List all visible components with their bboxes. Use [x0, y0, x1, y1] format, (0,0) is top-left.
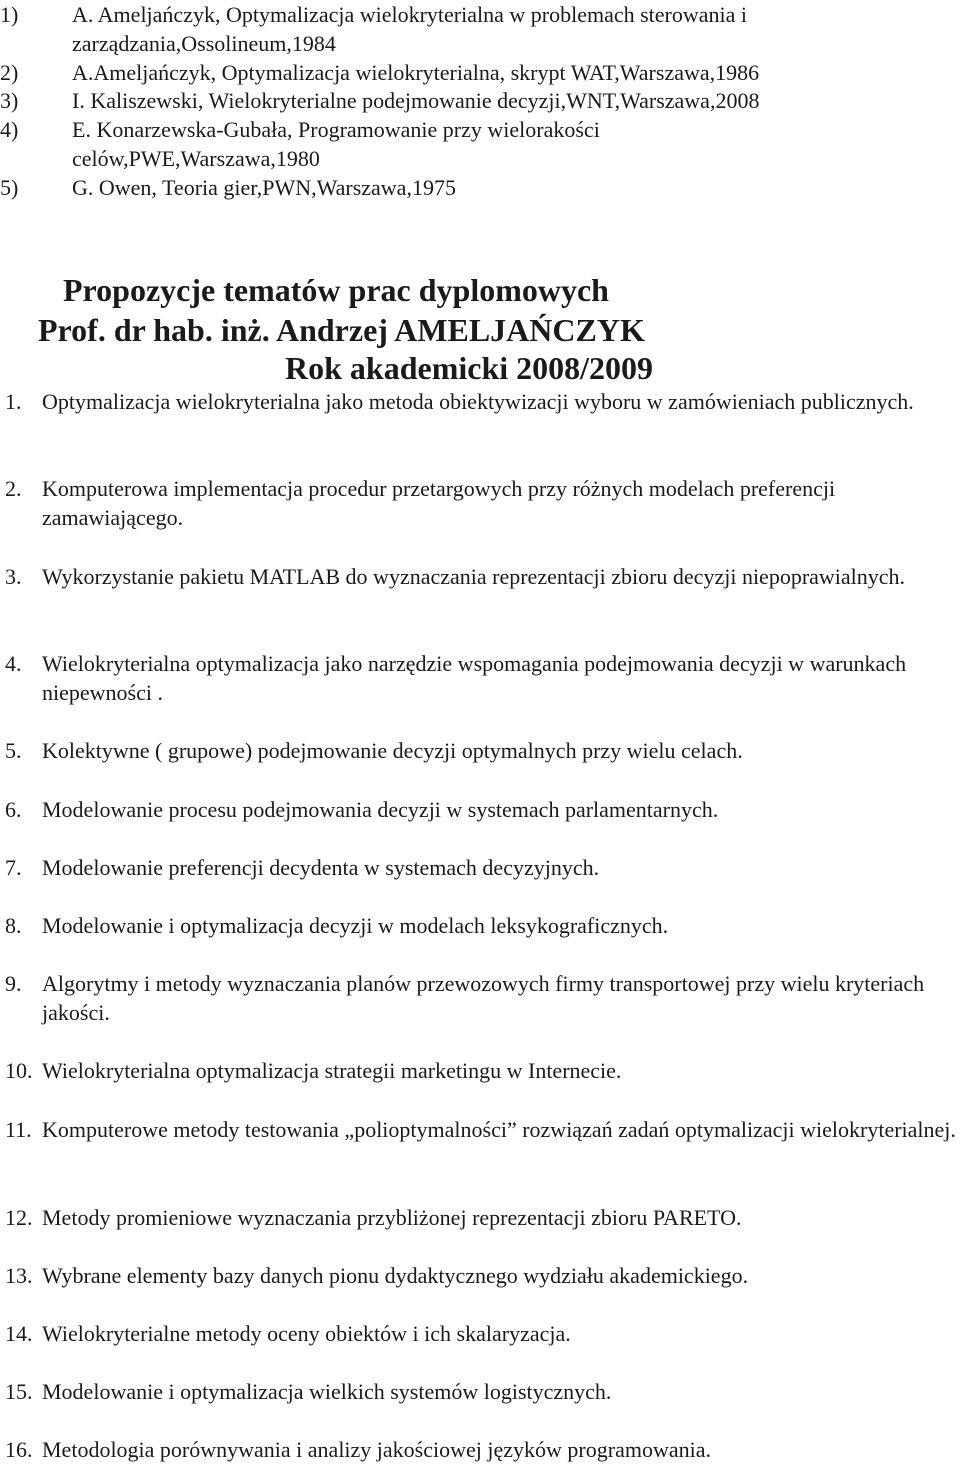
list-item [5, 1056, 960, 1085]
topic-number: 15. [5, 1379, 33, 1404]
topic-number: 2. [5, 476, 22, 501]
topic-text: Modelowanie procesu podejmowania decyzji w systemach parlamentarnych. [42, 797, 719, 822]
topic-number: 7. [5, 855, 22, 880]
list-item [5, 1377, 960, 1406]
topic-number: 10. [5, 1058, 33, 1083]
list-item [5, 387, 960, 416]
bibliography-item-text: E. Konarzewska-Gubała, Programowanie przy wielorakości celów,PWE,Warszawa,1980 [72, 117, 600, 171]
bibliography-item [0, 173, 916, 202]
topic-number: 5. [5, 738, 22, 763]
list-item [5, 969, 960, 1027]
author-line: Prof. dr hab. inż. Andrzej AMELJAŃCZYK [38, 312, 645, 348]
list-item [5, 1319, 960, 1348]
bibliography-item-number: 5) [0, 175, 19, 200]
topic-text: Modelowanie preferencji decydenta w systemach decyzyjnych. [42, 855, 600, 880]
list-item [5, 474, 960, 532]
bibliography-item [0, 0, 916, 58]
topic-text: Optymalizacja wielokryterialna jako metoda obiektywizacji wyboru w zamówieniach publicznych. [42, 389, 914, 414]
topic-number: 13. [5, 1263, 33, 1288]
topic-text: Modelowanie i optymalizacja wielkich systemów logistycznych. [42, 1379, 612, 1404]
bibliography-item-text: G. Owen, Teoria gier,PWN,Warszawa,1975 [72, 175, 456, 200]
topic-text: Metody promieniowe wyznaczania przybliżonej reprezentacji zbioru PARETO. [42, 1205, 742, 1230]
bibliography-item-number: 2) [0, 60, 19, 85]
topic-number: 4. [5, 651, 22, 676]
list-item [5, 911, 960, 940]
topic-text: Wybrane elementy bazy danych pionu dydaktycznego wydziału akademickiego. [42, 1263, 749, 1288]
bibliography-item-text: A.Ameljańczyk, Optymalizacja wielokryterialna, skrypt WAT,Warszawa,1986 [72, 60, 760, 85]
list-item [5, 649, 960, 707]
topic-text: Modelowanie i optymalizacja decyzji w modelach leksykograficznych. [42, 913, 669, 938]
topic-number: 1. [5, 389, 22, 414]
page-title: Propozycje tematów prac dyplomowych [63, 272, 609, 308]
topic-number: 3. [5, 564, 22, 589]
topic-text: Metodologia porównywania i analizy jakościowej języków programowania. [42, 1437, 711, 1462]
bibliography-item-text: A. Ameljańczyk, Optymalizacja wielokryterialna w problemach sterowania i zarządzania,Ossolineum,1984 [72, 2, 748, 56]
list-item [5, 1115, 960, 1144]
academic-year: Rok akademicki 2008/2009 [285, 350, 654, 386]
topic-number: 16. [5, 1437, 33, 1462]
topic-text: Komputerowe metody testowania „polioptymalności” rozwiązań zadań optymalizacji wielokryterialnej. [42, 1117, 956, 1142]
topic-number: 8. [5, 913, 22, 938]
bibliography-item [0, 86, 916, 115]
topic-number: 9. [5, 971, 22, 996]
topic-text: Wykorzystanie pakietu MATLAB do wyznaczania reprezentacji zbioru decyzji niepoprawialnych. [42, 564, 906, 589]
bibliography-item-number: 4) [0, 117, 19, 142]
topic-text: Komputerowa implementacja procedur przetargowych przy różnych modelach preferencji zamawiającego. [42, 476, 836, 530]
bibliography-item [0, 58, 916, 87]
list-item [5, 1261, 960, 1290]
bibliography-item-text: I. Kaliszewski, Wielokryterialne podejmowanie decyzji,WNT,Warszawa,2008 [72, 88, 760, 113]
topic-number: 12. [5, 1205, 33, 1230]
list-item [5, 736, 960, 765]
list-item [5, 562, 960, 591]
bibliography-item [0, 115, 916, 173]
topic-text: Kolektywne ( grupowe) podejmowanie decyzji optymalnych przy wielu celach. [42, 738, 743, 763]
topic-number: 14. [5, 1321, 33, 1346]
topic-number: 6. [5, 797, 22, 822]
bibliography-item-number: 3) [0, 88, 19, 113]
list-item [5, 1435, 960, 1464]
topic-text: Wielokryterialna optymalizacja strategii marketingu w Internecie. [42, 1058, 622, 1083]
list-item [5, 1203, 960, 1232]
topic-text: Wielokryterialne metody oceny obiektów i ich skalaryzacja. [42, 1321, 571, 1346]
topic-number: 11. [5, 1117, 32, 1142]
bibliography-item-number: 1) [0, 2, 19, 27]
list-item [5, 853, 960, 882]
topic-text: Algorytmy i metody wyznaczania planów przewozowych firmy transportowej przy wielu kryteriach jakości. [42, 971, 925, 1025]
topic-text: Wielokryterialna optymalizacja jako narzędzie wspomagania podejmowania decyzji w warunkach niepewności . [42, 651, 907, 705]
list-item [5, 795, 960, 824]
